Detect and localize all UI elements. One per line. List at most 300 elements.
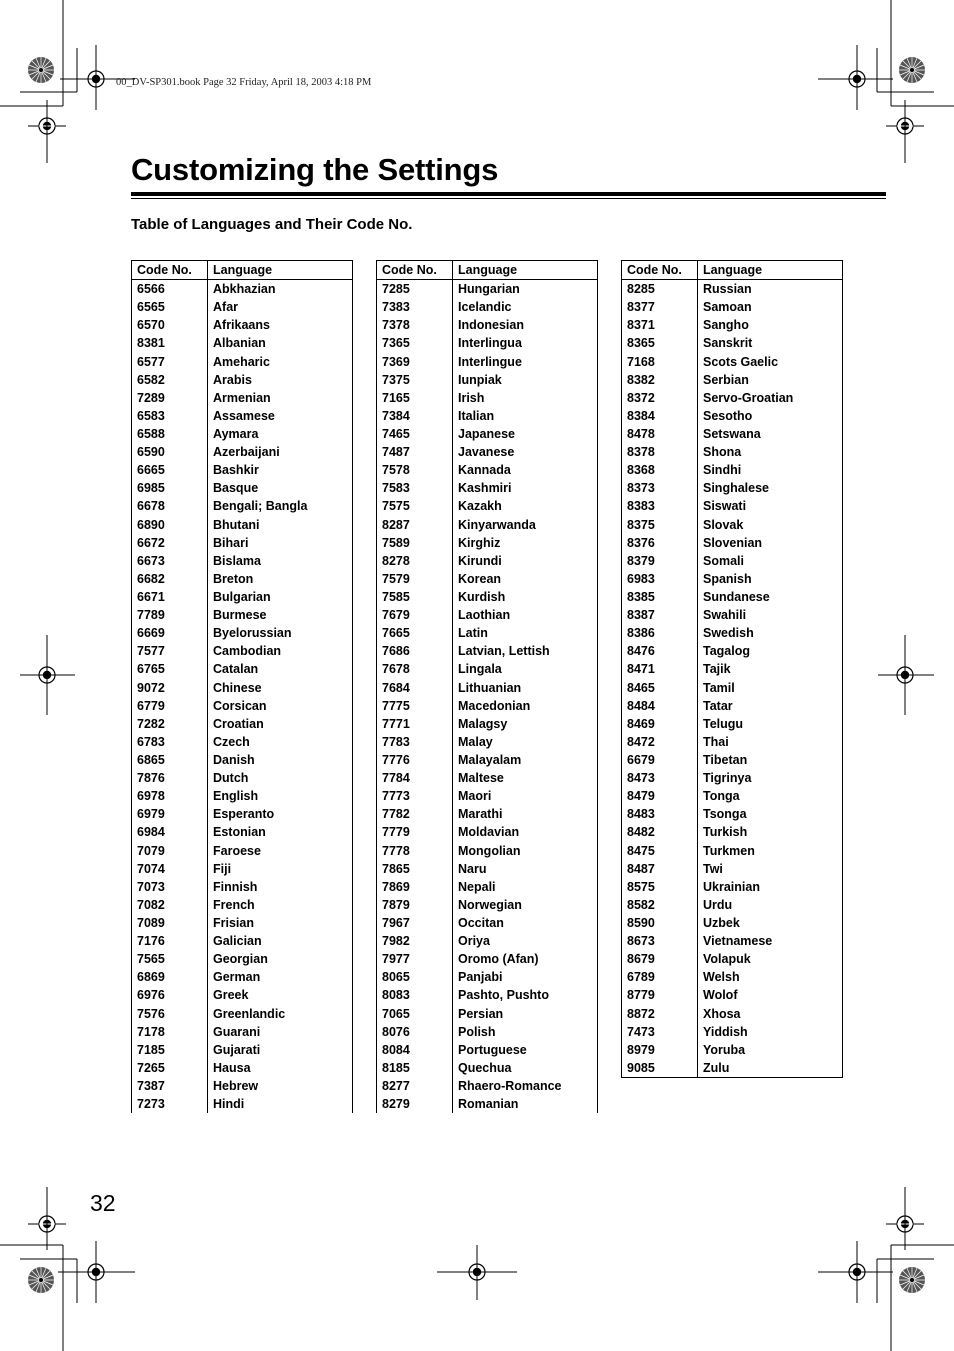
table-row [132,1095,353,1113]
table-row [377,534,598,552]
table-row [132,479,353,497]
language-name-cell: Xhosa [698,1004,843,1022]
table-row [622,769,843,787]
title-rule-thin [131,198,886,199]
language-code-cell: 7779 [377,823,453,841]
table-row [377,552,598,570]
language-code-cell: 8483 [622,805,698,823]
language-name-cell: Shona [698,443,843,461]
language-name-cell: Mongolian [453,842,598,860]
table-row [377,642,598,660]
table-row [377,389,598,407]
language-code-cell: 7165 [377,389,453,407]
language-name-cell: Samoan [698,298,843,316]
language-code-cell: 8065 [377,968,453,986]
language-name-cell: Tigrinya [698,769,843,787]
language-name-cell: Quechua [453,1059,598,1077]
language-name-cell: Hindi [208,1095,353,1113]
language-code-cell: 7778 [377,842,453,860]
language-code-cell: 6669 [132,624,208,642]
language-code-cell: 6978 [132,787,208,805]
table-body [132,280,353,1114]
language-code-cell: 8475 [622,842,698,860]
language-name-cell: Setswana [698,425,843,443]
table-row [377,679,598,697]
language-name-cell: Zulu [698,1059,843,1078]
language-name-cell: Tamil [698,679,843,697]
language-code-cell: 7178 [132,1023,208,1041]
code-column-header: Code No. [132,261,208,280]
language-code-cell: 6671 [132,588,208,606]
table-row [132,389,353,407]
table-row [132,1077,353,1095]
language-code-cell: 7577 [132,642,208,660]
language-name-cell: Japanese [453,425,598,443]
language-code-cell: 9072 [132,679,208,697]
table-row [377,805,598,823]
language-name-cell: Bashkir [208,461,353,479]
language-code-cell: 7865 [377,860,453,878]
language-code-cell: 7784 [377,769,453,787]
language-code-cell: 8384 [622,407,698,425]
table-row [132,878,353,896]
language-code-cell: 8590 [622,914,698,932]
table-row [622,642,843,660]
language-name-cell: Twi [698,860,843,878]
table-row [132,407,353,425]
language-code-cell: 6679 [622,751,698,769]
table-row [377,950,598,968]
language-code-cell: 6984 [132,823,208,841]
language-code-cell: 7285 [377,280,453,299]
language-code-cell: 8979 [622,1041,698,1059]
table-row [377,1077,598,1095]
language-code-cell: 8476 [622,642,698,660]
language-name-cell: Kazakh [453,497,598,515]
table-row [622,1004,843,1022]
language-code-cell: 7876 [132,769,208,787]
language-name-cell: Hungarian [453,280,598,299]
language-code-cell: 6765 [132,660,208,678]
language-code-cell: 8582 [622,896,698,914]
language-name-cell: Armenian [208,389,353,407]
table-row [622,733,843,751]
language-name-cell: Pashto, Pushto [453,986,598,1004]
language-name-cell: Galician [208,932,353,950]
language-code-cell: 8387 [622,606,698,624]
language-name-cell: Gujarati [208,1041,353,1059]
language-name-cell: Macedonian [453,697,598,715]
language-code-cell: 7383 [377,298,453,316]
table-row [622,932,843,950]
language-code-cell: 7487 [377,443,453,461]
language-name-cell: Uzbek [698,914,843,932]
table-row [377,842,598,860]
language-code-cell: 7565 [132,950,208,968]
language-name-cell: Polish [453,1023,598,1041]
language-name-cell: Yoruba [698,1041,843,1059]
language-column-header: Language [453,261,598,280]
language-name-cell: Portuguese [453,1041,598,1059]
table-row [622,497,843,515]
language-name-cell: Indonesian [453,316,598,334]
language-name-cell: Estonian [208,823,353,841]
language-name-cell: Byelorussian [208,624,353,642]
language-code-cell: 8382 [622,371,698,389]
language-name-cell: Marathi [453,805,598,823]
table-row [622,624,843,642]
table-row [377,479,598,497]
language-code-cell: 8279 [377,1095,453,1113]
table-row [377,896,598,914]
table-row [377,516,598,534]
language-code-cell: 8371 [622,316,698,334]
table-row [622,968,843,986]
language-name-cell: Tajik [698,660,843,678]
table-row [377,280,598,299]
table-row [132,769,353,787]
table-row [622,914,843,932]
language-code-cell: 7465 [377,425,453,443]
language-name-cell: Interlingue [453,353,598,371]
table-row [377,334,598,352]
table-row [622,1023,843,1041]
language-name-cell: Laothian [453,606,598,624]
table-row [132,516,353,534]
language-name-cell: Korean [453,570,598,588]
language-code-cell: 6985 [132,479,208,497]
language-code-cell: 8872 [622,1004,698,1022]
language-code-cell: 7375 [377,371,453,389]
language-name-cell: Nepali [453,878,598,896]
table-row [132,552,353,570]
language-code-cell: 7282 [132,715,208,733]
table-row [377,1004,598,1022]
language-name-cell: Ukrainian [698,878,843,896]
language-name-cell: Russian [698,280,843,299]
table-row [132,787,353,805]
language-name-cell: Croatian [208,715,353,733]
language-code-cell: 6979 [132,805,208,823]
table-row [377,914,598,932]
language-code-cell: 7065 [377,1004,453,1022]
language-code-cell: 7289 [132,389,208,407]
table-row [377,1059,598,1077]
language-name-cell: Sanskrit [698,334,843,352]
table-header-row [377,261,598,280]
language-name-cell: Hebrew [208,1077,353,1095]
language-code-cell: 8673 [622,932,698,950]
table-row [132,371,353,389]
language-name-cell: Hausa [208,1059,353,1077]
language-code-cell: 7782 [377,805,453,823]
language-name-cell: Vietnamese [698,932,843,950]
language-name-cell: Greek [208,986,353,1004]
table-row [622,534,843,552]
language-name-cell: Dutch [208,769,353,787]
language-code-cell: 6682 [132,570,208,588]
language-code-cell: 7369 [377,353,453,371]
table-row [377,371,598,389]
language-name-cell: Abkhazian [208,280,353,299]
table-row [132,932,353,950]
table-row [622,479,843,497]
language-code-cell: 7082 [132,896,208,914]
table-row [377,461,598,479]
language-code-cell: 8083 [377,986,453,1004]
language-name-cell: Irish [453,389,598,407]
language-name-cell: Turkish [698,823,843,841]
language-name-cell: Faroese [208,842,353,860]
language-code-cell: 7789 [132,606,208,624]
table-row [622,751,843,769]
table-row [377,715,598,733]
table-row [132,298,353,316]
table-row [622,389,843,407]
language-name-cell: Oromo (Afan) [453,950,598,968]
table-row [132,588,353,606]
table-row [377,316,598,334]
language-code-cell: 7982 [377,932,453,950]
file-info-header: 00_DV-SP301.book Page 32 Friday, April 18, 2003 4:18 PM [116,77,372,88]
table-row [622,1041,843,1059]
table-row [132,968,353,986]
language-name-cell: Czech [208,733,353,751]
table-row [377,407,598,425]
language-name-cell: Sangho [698,316,843,334]
table-row [622,950,843,968]
language-name-cell: Georgian [208,950,353,968]
language-code-cell: 8376 [622,534,698,552]
language-name-cell: Tsonga [698,805,843,823]
section-subtitle: Table of Languages and Their Code No. [131,216,413,233]
language-name-cell: Occitan [453,914,598,932]
language-name-cell: Bulgarian [208,588,353,606]
table-row [377,570,598,588]
language-code-cell: 8484 [622,697,698,715]
language-name-cell: Corsican [208,697,353,715]
title-rule-thick [131,192,886,196]
language-code-cell: 8779 [622,986,698,1004]
language-name-cell: Romanian [453,1095,598,1113]
language-name-cell: Scots Gaelic [698,353,843,371]
language-name-cell: Afar [208,298,353,316]
language-name-cell: Volapuk [698,950,843,968]
table-row [622,660,843,678]
table-row [622,516,843,534]
table-row [377,624,598,642]
table-row [132,280,353,299]
language-code-cell: 6789 [622,968,698,986]
language-name-cell: Swahili [698,606,843,624]
language-code-cell: 6582 [132,371,208,389]
table-row [622,316,843,334]
language-name-cell: Bengali; Bangla [208,497,353,515]
language-code-cell: 8472 [622,733,698,751]
language-code-cell: 8482 [622,823,698,841]
language-code-cell: 7168 [622,353,698,371]
language-code-cell: 6565 [132,298,208,316]
language-code-cell: 8277 [377,1077,453,1095]
language-code-cell: 6588 [132,425,208,443]
language-name-cell: Swedish [698,624,843,642]
table-row [132,715,353,733]
table-row [377,697,598,715]
language-code-cell: 6583 [132,407,208,425]
language-code-cell: 7273 [132,1095,208,1113]
table-row [132,660,353,678]
language-name-cell: Kirundi [453,552,598,570]
language-name-cell: Albanian [208,334,353,352]
language-code-cell: 7879 [377,896,453,914]
language-name-cell: French [208,896,353,914]
language-code-cell: 6976 [132,986,208,1004]
table-row [622,842,843,860]
language-code-cell: 7074 [132,860,208,878]
language-name-cell: Servo-Groatian [698,389,843,407]
language-table-3 [621,260,843,1078]
language-code-cell: 6865 [132,751,208,769]
language-code-cell: 8378 [622,443,698,461]
code-column-header: Code No. [377,261,453,280]
language-name-cell: Wolof [698,986,843,1004]
language-name-cell: Afrikaans [208,316,353,334]
table-body [377,280,598,1114]
table-body [622,280,843,1078]
table-row [622,805,843,823]
table-row [132,570,353,588]
page-title: Customizing the Settings [131,152,499,187]
table-row [377,860,598,878]
language-name-cell: Persian [453,1004,598,1022]
language-code-cell: 8285 [622,280,698,299]
language-name-cell: Azerbaijani [208,443,353,461]
language-code-cell: 7977 [377,950,453,968]
language-name-cell: Tatar [698,697,843,715]
language-code-cell: 7775 [377,697,453,715]
code-column-header: Code No. [622,261,698,280]
language-code-cell: 7473 [622,1023,698,1041]
language-code-cell: 7265 [132,1059,208,1077]
language-code-cell: 6983 [622,570,698,588]
table-row [132,1041,353,1059]
language-name-cell: Welsh [698,968,843,986]
language-name-cell: Somali [698,552,843,570]
language-code-cell: 7771 [377,715,453,733]
language-code-cell: 9085 [622,1059,698,1078]
language-code-cell: 8368 [622,461,698,479]
language-name-cell: Slovak [698,516,843,534]
language-name-cell: Assamese [208,407,353,425]
table-row [132,316,353,334]
table-row [622,588,843,606]
language-code-cell: 7387 [132,1077,208,1095]
table-row [622,896,843,914]
language-code-cell: 6570 [132,316,208,334]
language-code-cell: 7665 [377,624,453,642]
language-name-cell: Turkmen [698,842,843,860]
language-code-cell: 6783 [132,733,208,751]
table-row [132,1004,353,1022]
table-row [132,353,353,371]
language-code-cell: 8679 [622,950,698,968]
language-name-cell: Bhutani [208,516,353,534]
language-code-cell: 8372 [622,389,698,407]
language-code-cell: 8487 [622,860,698,878]
table-row [377,787,598,805]
language-code-cell: 6869 [132,968,208,986]
table-row [622,353,843,371]
table-row [622,986,843,1004]
language-name-cell: Telugu [698,715,843,733]
table-row [132,1059,353,1077]
language-name-cell: Frisian [208,914,353,932]
table-row [377,823,598,841]
language-code-cell: 6779 [132,697,208,715]
language-name-cell: Breton [208,570,353,588]
language-name-cell: Greenlandic [208,1004,353,1022]
language-name-cell: Kirghiz [453,534,598,552]
language-code-cell: 7583 [377,479,453,497]
language-code-cell: 7776 [377,751,453,769]
language-code-cell: 8386 [622,624,698,642]
table-row [132,805,353,823]
language-code-cell: 8287 [377,516,453,534]
table-row [622,715,843,733]
language-name-cell: Icelandic [453,298,598,316]
language-name-cell: Malagsy [453,715,598,733]
language-code-cell: 7185 [132,1041,208,1059]
language-code-cell: 6890 [132,516,208,534]
language-name-cell: Basque [208,479,353,497]
language-name-cell: Aymara [208,425,353,443]
language-name-cell: Norwegian [453,896,598,914]
language-code-cell: 8465 [622,679,698,697]
table-row [377,660,598,678]
language-name-cell: Malay [453,733,598,751]
table-row [622,425,843,443]
language-code-cell: 8471 [622,660,698,678]
language-code-cell: 7686 [377,642,453,660]
table-row [622,787,843,805]
table-row [132,751,353,769]
language-name-cell: Tonga [698,787,843,805]
language-code-cell: 7378 [377,316,453,334]
language-name-cell: Thai [698,733,843,751]
table-row [132,842,353,860]
table-row [622,443,843,461]
language-name-cell: Ameharic [208,353,353,371]
table-row [622,461,843,479]
language-column-header: Language [698,261,843,280]
language-name-cell: Italian [453,407,598,425]
table-row [622,860,843,878]
language-name-cell: Kinyarwanda [453,516,598,534]
language-code-cell: 8377 [622,298,698,316]
language-name-cell: Kurdish [453,588,598,606]
language-name-cell: Oriya [453,932,598,950]
language-code-cell: 7579 [377,570,453,588]
language-name-cell: Latvian, Lettish [453,642,598,660]
table-row [132,1023,353,1041]
table-row [622,823,843,841]
language-name-cell: Serbian [698,371,843,389]
language-code-cell: 7384 [377,407,453,425]
table-row [132,896,353,914]
language-code-cell: 8375 [622,516,698,534]
language-code-cell: 8469 [622,715,698,733]
language-name-cell: English [208,787,353,805]
